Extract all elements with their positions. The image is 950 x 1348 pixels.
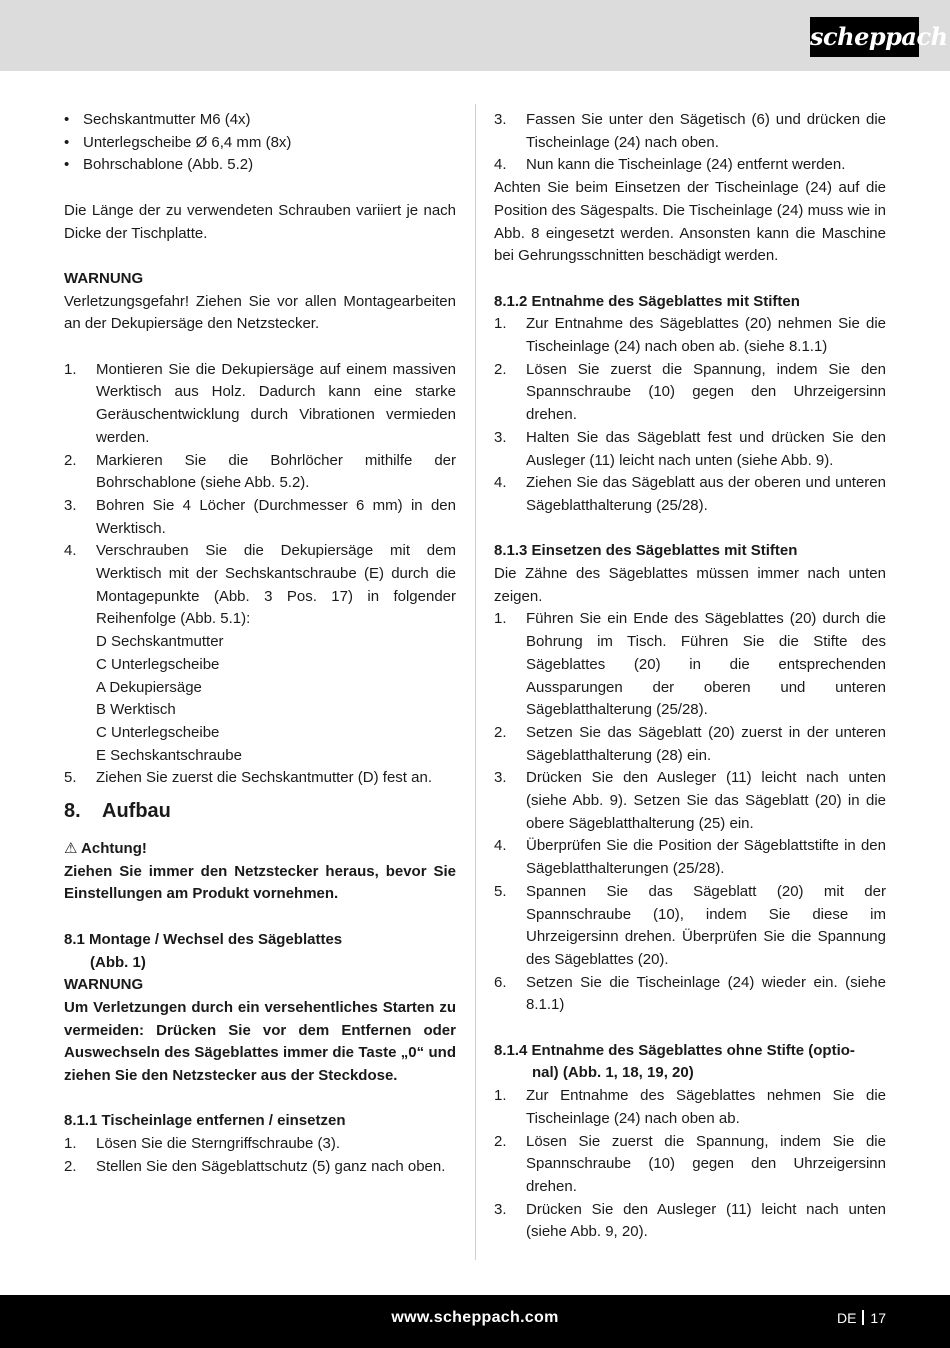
warning-text: Um Verletzungen durch ein versehentliches Starten zu vermeiden: Drücken Sie vor dem Entfernen oder Auswechseln des Sägeblattes immer die Taste „0“ und ziehen Sie den Netzstecker aus der Steckdose. — [64, 998, 456, 1085]
paragraph: Die Zähne des Sägeblattes müssen immer nach unten zeigen. — [494, 565, 886, 605]
subsection-heading-cont: (Abb. 1) — [90, 953, 146, 971]
section-heading: 8. Aufbau — [64, 800, 171, 823]
list-item: 4. Überprüfen Sie die Position der Sägeblattstifte in den Sägeblatthalterungen (25/28). — [494, 837, 886, 878]
list-item: 1. Zur Entnahme des Sägeblattes nehmen Sie die Tischeinlage (24) nach oben ab. — [494, 1087, 886, 1127]
list-item: 2. Lösen Sie zuerst die Spannung, indem Sie die Spannschraube (10) gegen den Uhrzeigersinn drehen. — [494, 1132, 886, 1195]
list-item: • Unterlegscheibe Ø 6,4 mm (8x) — [64, 133, 292, 151]
list-item: 2. Setzen Sie das Sägeblatt (20) zuerst in der unteren Sägeblatthalterung (28) ein. — [494, 723, 886, 764]
list-item: 4. Ziehen Sie das Sägeblatt aus der oberen und unteren Sägeblatthalterung (25/28). — [494, 474, 886, 514]
order-item: C Unterlegscheibe — [96, 655, 220, 673]
list-item: 5. Ziehen Sie zuerst die Sechskantmutter (D) fest an. — [64, 769, 432, 787]
list-item: 4. Verschrauben Sie die Dekupiersäge mit dem Werktisch mit der Sechskantschraube (E) durch die Montagepunkte (Abb. 3 Pos. 17) in folgender Reihenfolge (Abb. 5.1): — [64, 542, 456, 628]
subsection-heading: 8.1.4 Entnahme des Sägeblattes ohne Stifte (optio- — [494, 1041, 855, 1059]
list-item: 3. Drücken Sie den Ausleger (11) leicht nach unten (siehe Abb. 9). Setzen Sie das Sägeblatt (20) in die obere Sägeblatthalterung (25) ein. — [494, 769, 886, 832]
order-item: A Dekupiersäge — [96, 678, 202, 696]
order-item: C Unterlegscheibe — [96, 723, 220, 741]
footer-url[interactable]: www.scheppach.com — [391, 1309, 559, 1326]
subsection-heading: 8.1.2 Entnahme des Sägeblattes mit Stiften — [494, 292, 800, 310]
subsection-heading: 8.1.1 Tischeinlage entfernen / einsetzen — [64, 1112, 346, 1130]
attention-title: ⚠ Achtung! — [64, 840, 147, 858]
paragraph: Die Länge der zu verwendeten Schrauben variiert je nach Dicke der Tischplatte. — [64, 201, 456, 242]
list-item: 6. Setzen Sie die Tischeinlage (24) wieder ein. (siehe 8.1.1) — [494, 973, 886, 1014]
list-item: • Bohrschablone (Abb. 5.2) — [64, 156, 254, 174]
subsection-heading-cont: nal) (Abb. 1, 18, 19, 20) — [532, 1064, 694, 1082]
header-band — [0, 0, 950, 71]
list-item: 2. Markieren Sie die Bohrlöcher mithilfe der Bohrschablone (siehe Abb. 5.2). — [64, 451, 456, 492]
column-divider — [475, 104, 476, 1260]
attention-text: Ziehen Sie immer den Netzstecker heraus, bevor Sie Einstellungen am Produkt vornehmen. — [64, 862, 456, 903]
order-item: B Werktisch — [96, 701, 176, 719]
list-item: 5. Spannen Sie das Sägeblatt (20) mit der Spannschraube (10), indem Sie diese im Uhrzeigersinn drehen. Überprüfen Sie die Spannung des Sägeblattes (20). — [494, 882, 886, 968]
warning-text: Verletzungsgefahr! Ziehen Sie vor allen Montagearbeiten an der Dekupiersäge den Netzstecker. — [64, 292, 456, 333]
list-item: 2. Stellen Sie den Sägeblattschutz (5) ganz nach oben. — [64, 1157, 446, 1175]
footer-band — [0, 1295, 950, 1348]
list-item: 1. Montieren Sie die Dekupiersäge auf einem massiven Werktisch aus Holz. Dadurch kann eine starke Geräuschentwicklung durch Vibrationen vermieden werden. — [64, 360, 456, 446]
subsection-heading: 8.1 Montage / Wechsel des Sägeblattes — [64, 930, 343, 948]
order-item: D Sechskantmutter — [96, 633, 224, 651]
list-item: 1. Führen Sie ein Ende des Sägeblattes (20) durch die Bohrung im Tisch. Führen Sie die Stifte des Sägeblattes (20) in die entsprechenden Aussparungen der oberen und unteren Sägeblatthalterung (25/28). — [494, 610, 886, 719]
list-item: 1. Zur Entnahme des Sägeblattes (20) nehmen Sie die Tischeinlage (24) nach oben ab. (siehe 8.1.1) — [494, 315, 886, 356]
list-item: 3. Bohren Sie 4 Löcher (Durchmesser 6 mm) in den Werktisch. — [64, 496, 456, 537]
right-column — [494, 109, 886, 1244]
list-item: • Sechskantmutter M6 (4x) — [64, 111, 251, 128]
page-number: DE 17 — [836, 1310, 886, 1326]
left-column — [64, 109, 456, 1179]
brand-logo: scheppach — [810, 17, 919, 57]
list-item: 2. Lösen Sie zuerst die Spannung, indem Sie den Spannschraube (10) gegen den Uhrzeigersinn drehen. — [494, 360, 886, 424]
list-item: 3. Drücken Sie den Ausleger (11) leicht nach unten (siehe Abb. 9, 20). — [494, 1200, 886, 1241]
list-item: 3. Halten Sie das Sägeblatt fest und drücken Sie den Ausleger (11) leicht nach unten (siehe Abb. 9). — [494, 428, 886, 469]
paragraph: Achten Sie beim Einsetzen der Tischeinlage (24) auf die Position des Sägespalts. Die Tischeinlage (24) muss wie in Abb. 8 eingesetzt werden. Ansonsten kann die Maschine bei Gehrungsschnitten beschädigt werden. — [494, 179, 886, 265]
order-item: E Sechskantschraube — [96, 746, 242, 764]
warning-title: WARNUNG — [64, 976, 144, 994]
list-item: 3. Fassen Sie unter den Sägetisch (6) und drücken die Tischeinlage (24) nach oben. — [494, 111, 886, 151]
list-item: 4. Nun kann die Tischeinlage (24) entfernt werden. — [494, 156, 846, 174]
warning-title: WARNUNG — [64, 269, 144, 287]
subsection-heading: 8.1.3 Einsetzen des Sägeblattes mit Stiften — [494, 542, 798, 560]
list-item: 1. Lösen Sie die Sterngriffschraube (3). — [64, 1135, 341, 1153]
